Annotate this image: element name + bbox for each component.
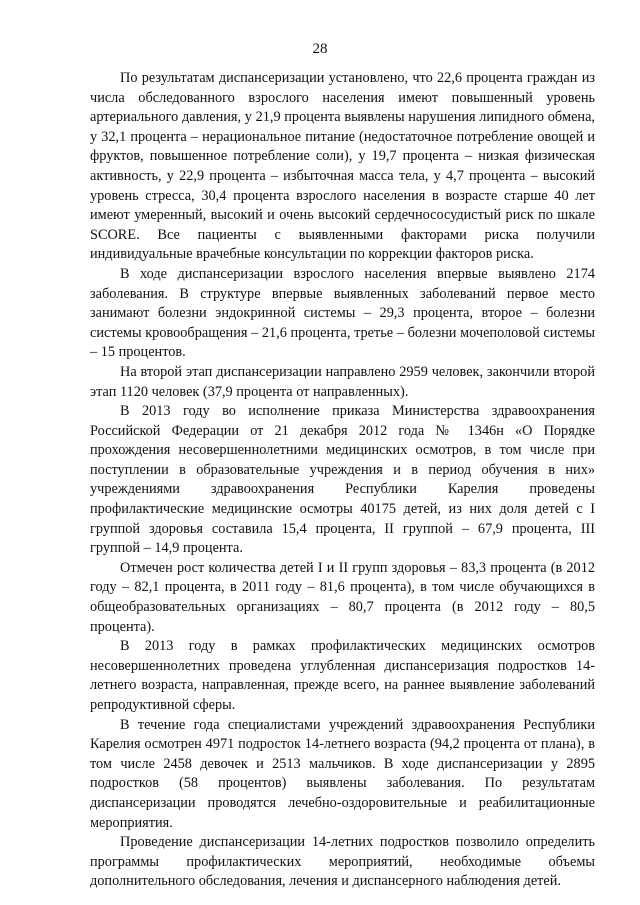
paragraph-teen-screening: В 2013 году в рамках профилактических медицинских осмотров несовершеннолетних проведена углубленная диспансеризация подростков 14-летнего возраста, направленная, прежде всего, на раннее выявление заболеваний репродуктивной сферы. [90, 638, 595, 713]
paragraph-second-stage: На второй этап диспансеризации направлено 2959 человек, закончили второй этап 1120 человек (37,9 процента от направленных). [90, 363, 595, 400]
paragraph-conclusion: Проведение диспансеризации 14-летних подростков позволило определить программы профилактических мероприятий, необходимые объемы дополнительного обследования, лечения и диспансерного наблюдения детей. [90, 834, 595, 890]
paragraph-new-diseases: В ходе диспансеризации взрослого населения впервые выявлено 2174 заболевания. В структуре впервые выявленных заболеваний первое место занимают болезни эндокринной системы – 29,3 процента, второе – болезни системы кровообращения – 21,6 процента, третье – болезни мочеполовой системы – 15 процентов. [90, 265, 595, 361]
paragraph-teen-results: В течение года специалистами учреждений здравоохранения Республики Карелия осмотрен 4971 подросток 14-летнего возраста (94,2 процента от плана), в том числе 2458 девочек и 2513 мальчиков. В ходе диспансеризации у 2895 подростков (58 процентов) выявлены заболевания. По результатам диспансеризации проводятся лечебно-оздоровительные и реабилитационные мероприятия. [90, 716, 595, 831]
document-body [90, 69, 595, 892]
paragraph-risk-factors: По результатам диспансеризации установлено, что 22,6 процента граждан из числа обследованного взрослого населения имеют повышенный уровень артериального давления, у 21,9 процента выявлены нарушения липидного обмена, у 32,1 процента – нерациональное питание (недостаточное потребление овощей и фруктов, повышенное потребление соли), у 19,7 процента – низкая физическая активность, у 22,9 процента – избыточная масса тела, у 4,7 процента – высокий уровень стресса, 30,4 процента взрослого населения в возрасте старше 40 лет имеют умеренный, высокий и очень высокий сердечнососудистый риск по шкале SCORE. Все пациенты с выявленными факторами риска получили индивидуальные врачебные консультации по коррекции факторов риска. [90, 70, 595, 263]
paragraph-health-groups: Отмечен рост количества детей I и II групп здоровья – 83,3 процента (в 2012 году – 82,1 процента, в 2011 году – 81,6 процента), в том числе обучающихся в общеобразовательных организациях – 80,7 процента (в 2012 году – 80,5 процента). [90, 559, 595, 635]
page-number: 28 [312, 41, 328, 57]
paragraph-children-checkups: В 2013 году во исполнение приказа Министерства здравоохранения Российской Федерации от 21 декабря 2012 года № 1346н «О Порядке прохождения несовершеннолетними медицинских осмотров, в том числе при поступлении в образовательные учреждения и в период обучения в них» учреждениями здравоохранения Республики Карелия проведены профилактические медицинские осмотры 40175 детей, из них доля детей с I группой здоровья составила 15,4 процента, II группой – 67,9 процента, III группой – 14,9 процента. [90, 403, 595, 557]
